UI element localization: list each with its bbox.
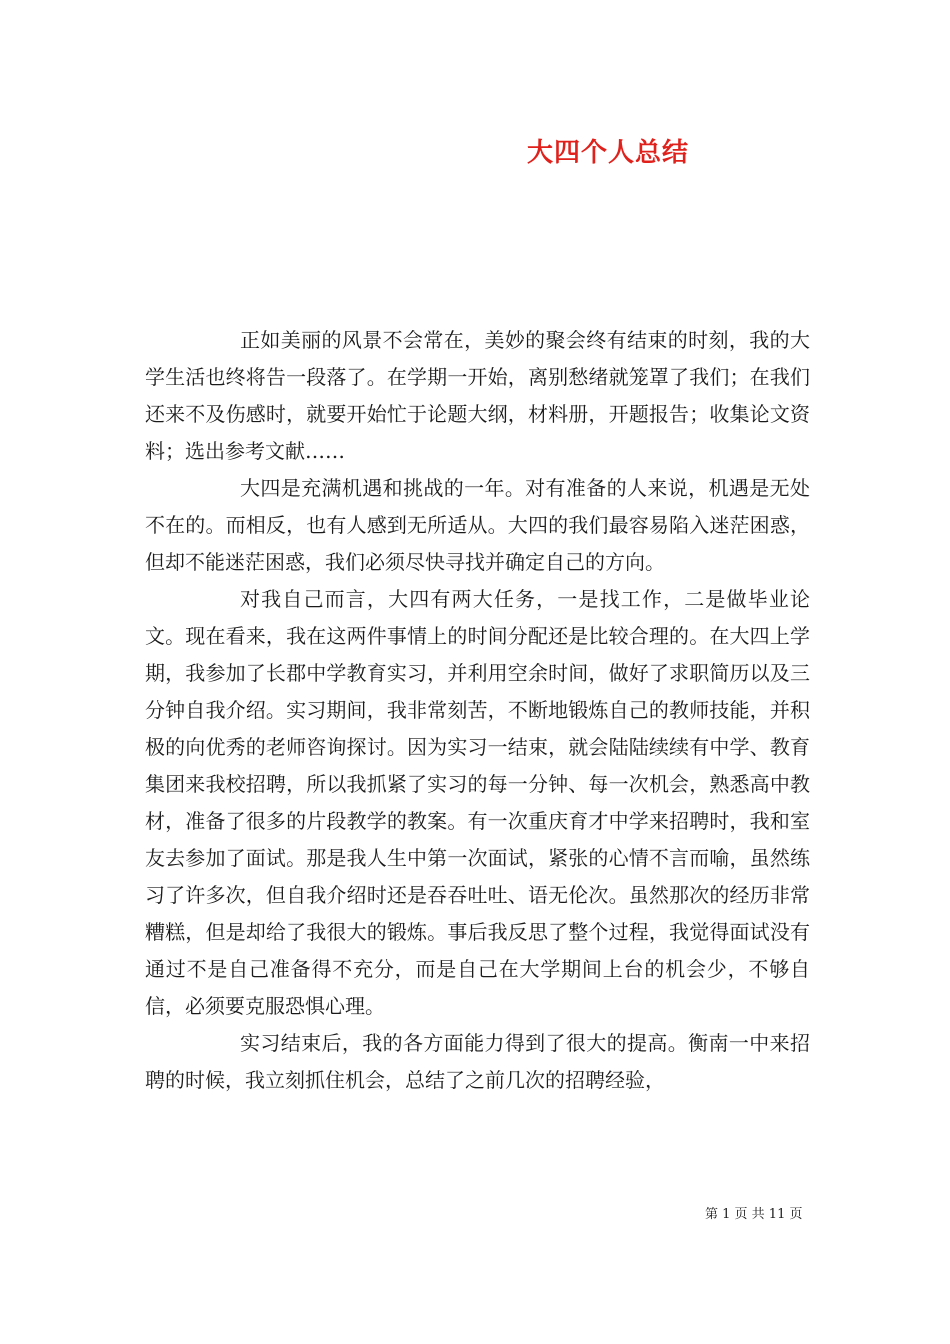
paragraph-1: 正如美丽的风景不会常在，美妙的聚会终有结束的时刻，我的大学生活也终将告一段落了。在学期一开始，离别愁绪就笼罩了我们；在我们还来不及伤感时，就要开始忙于论题大纲，材料册，开题报告；收集论文资料；选出参考文献…… bbox=[145, 328, 810, 463]
document-body bbox=[145, 322, 810, 1099]
paragraph-2: 大四是充满机遇和挑战的一年。对有准备的人来说，机遇是无处不在的。而相反，也有人感到无所适从。大四的我们最容易陷入迷茫困惑，但却不能迷茫困惑，我们必须尽快寻找并确定自己的方向。 bbox=[145, 476, 810, 574]
document-title: 大四个人总结 bbox=[527, 138, 690, 168]
paragraph-4: 实习结束后，我的各方面能力得到了很大的提高。衡南一中来招聘的时候，我立刻抓住机会，总结了之前几次的招聘经验， bbox=[145, 1031, 810, 1092]
page-number-footer: 第 1 页 共 11 页 bbox=[705, 1207, 803, 1222]
paragraph-3: 对我自己而言，大四有两大任务，一是找工作，二是做毕业论文。现在看来，我在这两件事情上的时间分配还是比较合理的。在大四上学期，我参加了长郡中学教育实习，并利用空余时间，做好了求职简历以及三分钟自我介绍。实习期间，我非常刻苦，不断地锻炼自己的教师技能，并积极的向优秀的老师咨询探讨。因为实习一结束，就会陆陆续续有中学、教育集团来我校招聘，所以我抓紧了实习的每一分钟、每一次机会，熟悉高中教材，准备了很多的片段教学的教案。有一次重庆育才中学来招聘时，我和室友去参加了面试。那是我人生中第一次面试，紧张的心情不言而喻，虽然练习了许多次，但自我介绍时还是吞吞吐吐、语无伦次。虽然那次的经历非常糟糕，但是却给了我很大的锻炼。事后我反思了整个过程，我觉得面试没有通过不是自己准备得不充分，而是自己在大学期间上台的机会少，不够自信，必须要克服恐惧心理。 bbox=[145, 587, 810, 1018]
